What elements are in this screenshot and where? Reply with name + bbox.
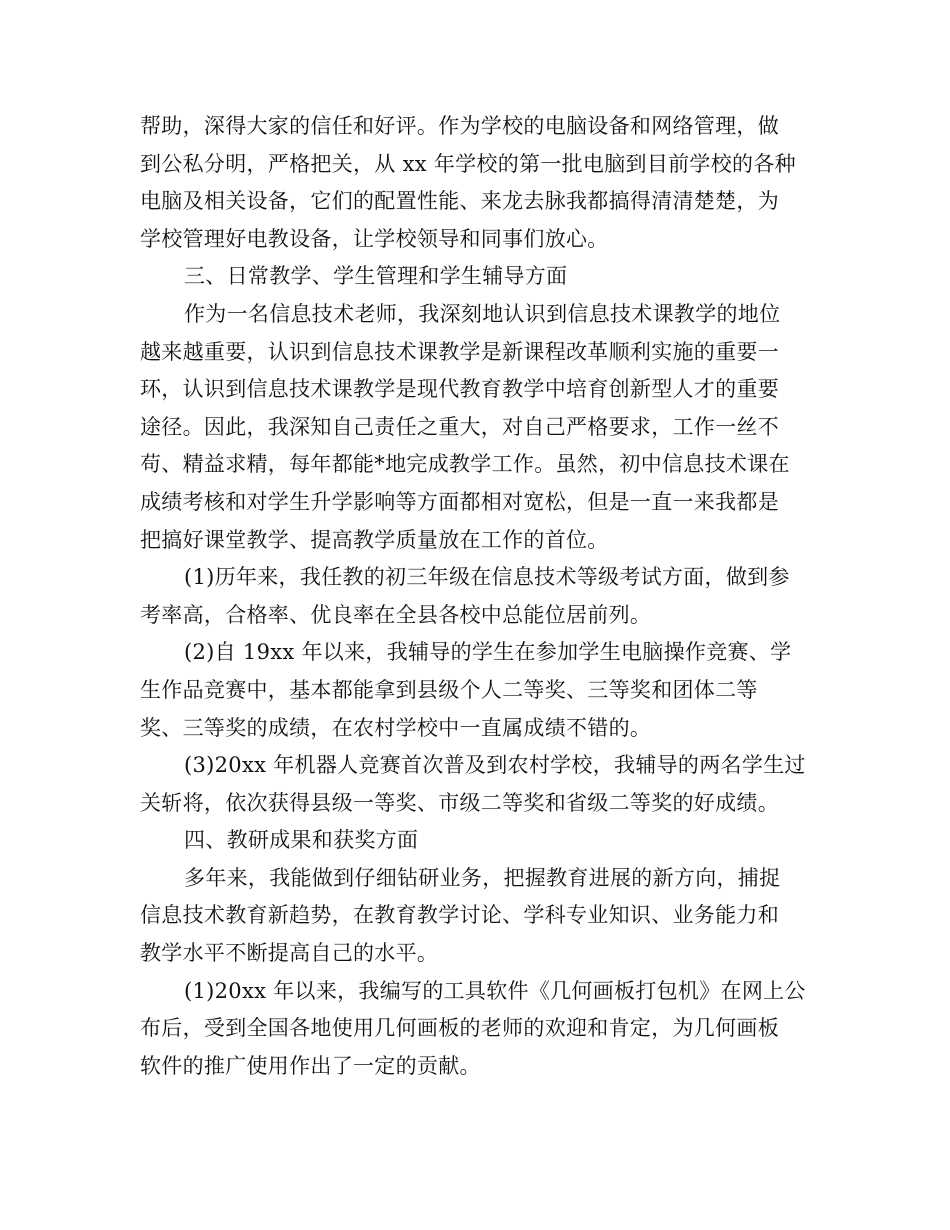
body-line: 帮助，深得大家的信任和好评。作为学校的电脑设备和网络管理，做 [140,114,779,138]
list-item-first-line: (1)历年来，我任教的初三年级在信息技术等级考试方面，做到参 [184,565,790,590]
body-line: 考率高，合格率、优良率在全县各校中总能位居前列。 [140,602,652,627]
list-item-first-line: (2)自 19xx 年以来，我辅导的学生在参加学生电脑操作竞赛、学 [184,640,792,665]
body-line: 到公私分明，严格把关，从 xx 年学校的第一批电脑到目前学校的各种 [140,151,796,176]
body-line: 学校管理好电教设备，让学校领导和同事们放心。 [140,226,609,251]
body-line: 环，认识到信息技术课教学是现代教育教学中培育创新型人才的重要 [140,377,779,402]
body-line: 途径。因此，我深知自己责任之重大，对自己严格要求，工作一丝不 [140,414,779,439]
paragraph-first-line: 多年来，我能做到仔细钻研业务，把握教育进展的新方向，捕捉 [184,865,781,890]
body-line: 生作品竞赛中，基本都能拿到县级个人二等奖、三等奖和团体二等 [140,677,758,702]
body-line: 软件的推广使用作出了一定的贡献。 [140,1053,481,1078]
section-heading: 三、日常教学、学生管理和学生辅导方面 [184,264,568,289]
body-line: 苟、精益求精，每年都能*地完成教学工作。虽然，初中信息技术课在 [140,452,790,477]
body-line: 教学水平不断提高自己的水平。 [140,941,439,966]
body-line: 电脑及相关设备，它们的配置性能、来龙去脉我都搞得清清楚楚，为 [140,189,779,214]
body-line: 把搞好课堂教学、提高教学质量放在工作的首位。 [140,527,609,552]
body-line: 成绩考核和对学生升学影响等方面都相对宽松，但是一直一来我都是 [140,489,779,514]
document-body [140,108,812,1085]
body-line: 越来越重要，认识到信息技术课教学是新课程改革顺利实施的重要一 [140,339,779,364]
body-line: 信息技术教育新趋势，在教育教学讨论、学科专业知识、业务能力和 [140,903,779,928]
body-line: 关斩将，依次获得县级一等奖、市级二等奖和省级二等奖的好成绩。 [140,790,779,815]
list-item-first-line: (3)20xx 年机器人竞赛首次普及到农村学校，我辅导的两名学生过 [184,753,806,778]
body-line: 奖、三等奖的成绩，在农村学校中一直属成绩不错的。 [140,715,652,740]
paragraph-first-line: 作为一名信息技术老师，我深刻地认识到信息技术课教学的地位 [184,301,781,326]
list-item-first-line: (1)20xx 年以来，我编写的工具软件《几何画板打包机》在网上公 [184,978,806,1003]
body-line: 布后，受到全国各地使用几何画板的老师的欢迎和肯定，为几何画板 [140,1016,779,1041]
section-heading: 四、教研成果和获奖方面 [184,828,419,853]
